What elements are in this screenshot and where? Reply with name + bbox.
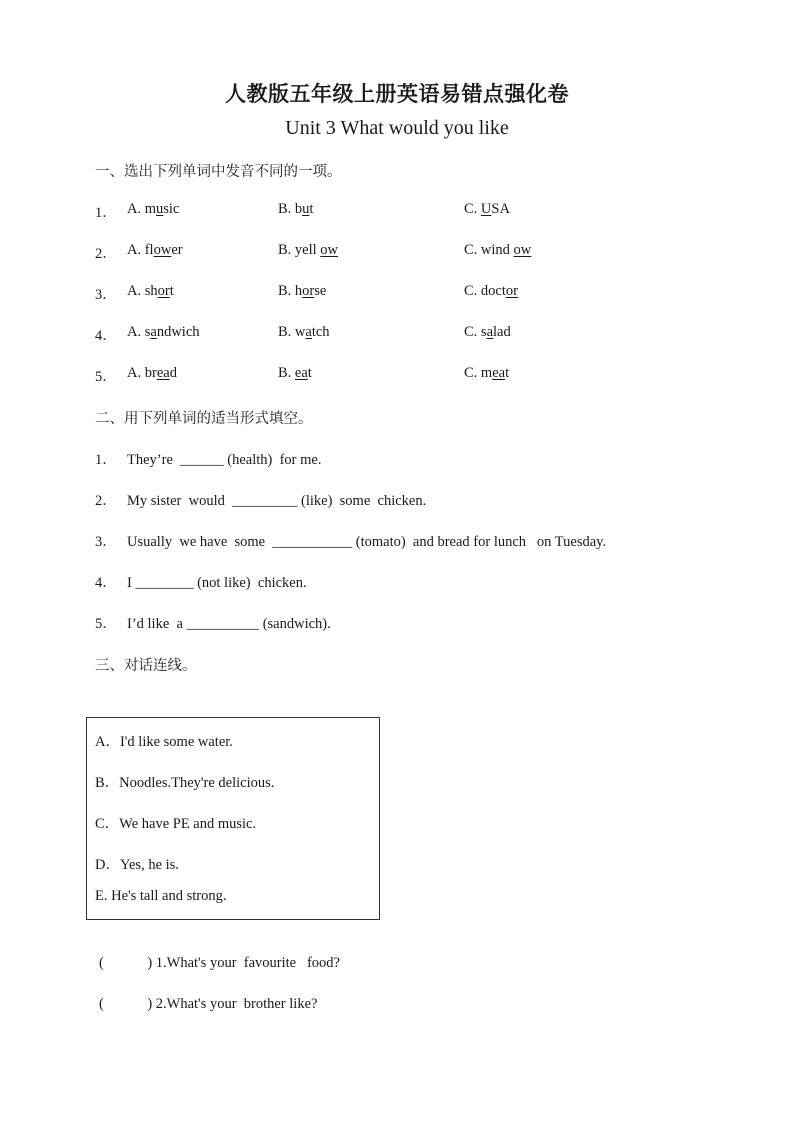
list-item (95, 201, 127, 222)
list-item (95, 530, 606, 551)
question-text: Usually we have some ___________ (tomato) and bread for lunch on Tuesday. (127, 534, 607, 550)
list-item (95, 365, 127, 386)
match-question: ( ) 2.What's your brother like? (99, 996, 318, 1012)
choice-a: A．I'd like some water. (95, 734, 233, 750)
choice-b: B．Noodles.They're delicious. (95, 775, 275, 791)
option-b: B. eat (278, 365, 312, 381)
option-c: C. meat (464, 365, 510, 381)
list-item (95, 283, 127, 304)
option-c: C. USA (464, 201, 510, 217)
option-c: C. doctor (464, 283, 518, 299)
question-text: They’re ______ (health) for me. (127, 452, 322, 468)
question-number: 4． (95, 575, 117, 591)
question-text: I’d like a __________ (sandwich). (127, 616, 331, 632)
page-title: 人教版五年级上册英语易错点强化卷 (225, 82, 569, 106)
question-number: 3． (95, 534, 117, 550)
section-3-heading: 三、对话连线。 (95, 658, 197, 674)
question-text: My sister would _________ (like) some chicken. (127, 493, 427, 509)
option-b: B. but (278, 201, 314, 217)
list-item (95, 242, 127, 263)
choice-d: D．Yes, he is. (95, 857, 179, 873)
question-number: 1． (95, 452, 117, 468)
question-number: 1． (95, 205, 117, 221)
option-b: B. horse (278, 283, 327, 299)
question-number: 5． (95, 369, 117, 385)
list-item (95, 324, 127, 345)
section-1-heading: 一、选出下列单词中发音不同的一项。 (95, 164, 342, 180)
page-subtitle: Unit 3 What would you like (285, 117, 509, 139)
question-number: 3． (95, 287, 117, 303)
option-a: A. bread (127, 365, 177, 381)
option-a: A. music (127, 201, 180, 217)
list-item (95, 612, 331, 633)
list-item (95, 489, 426, 510)
option-b: B. yell ow (278, 242, 339, 258)
question-number: 4． (95, 328, 117, 344)
match-question: ( ) 1.What's your favourite food? (99, 955, 340, 971)
section-2-heading: 二、用下列单词的适当形式填空。 (95, 411, 313, 427)
choice-e: E. He's tall and strong. (95, 888, 227, 904)
question-number: 5． (95, 616, 117, 632)
question-number: 2． (95, 493, 117, 509)
option-a: A. sandwich (127, 324, 200, 340)
list-item (95, 571, 307, 592)
answer-choices-box (86, 717, 380, 920)
option-c: C. wind ow (464, 242, 532, 258)
option-b: B. watch (278, 324, 330, 340)
question-text: I ________ (not like) chicken. (127, 575, 307, 591)
option-a: A. flower (127, 242, 183, 258)
list-item (95, 448, 321, 469)
option-a: A. short (127, 283, 174, 299)
choice-c: C．We have PE and music. (95, 816, 257, 832)
option-c: C. salad (464, 324, 511, 340)
question-number: 2． (95, 246, 117, 262)
